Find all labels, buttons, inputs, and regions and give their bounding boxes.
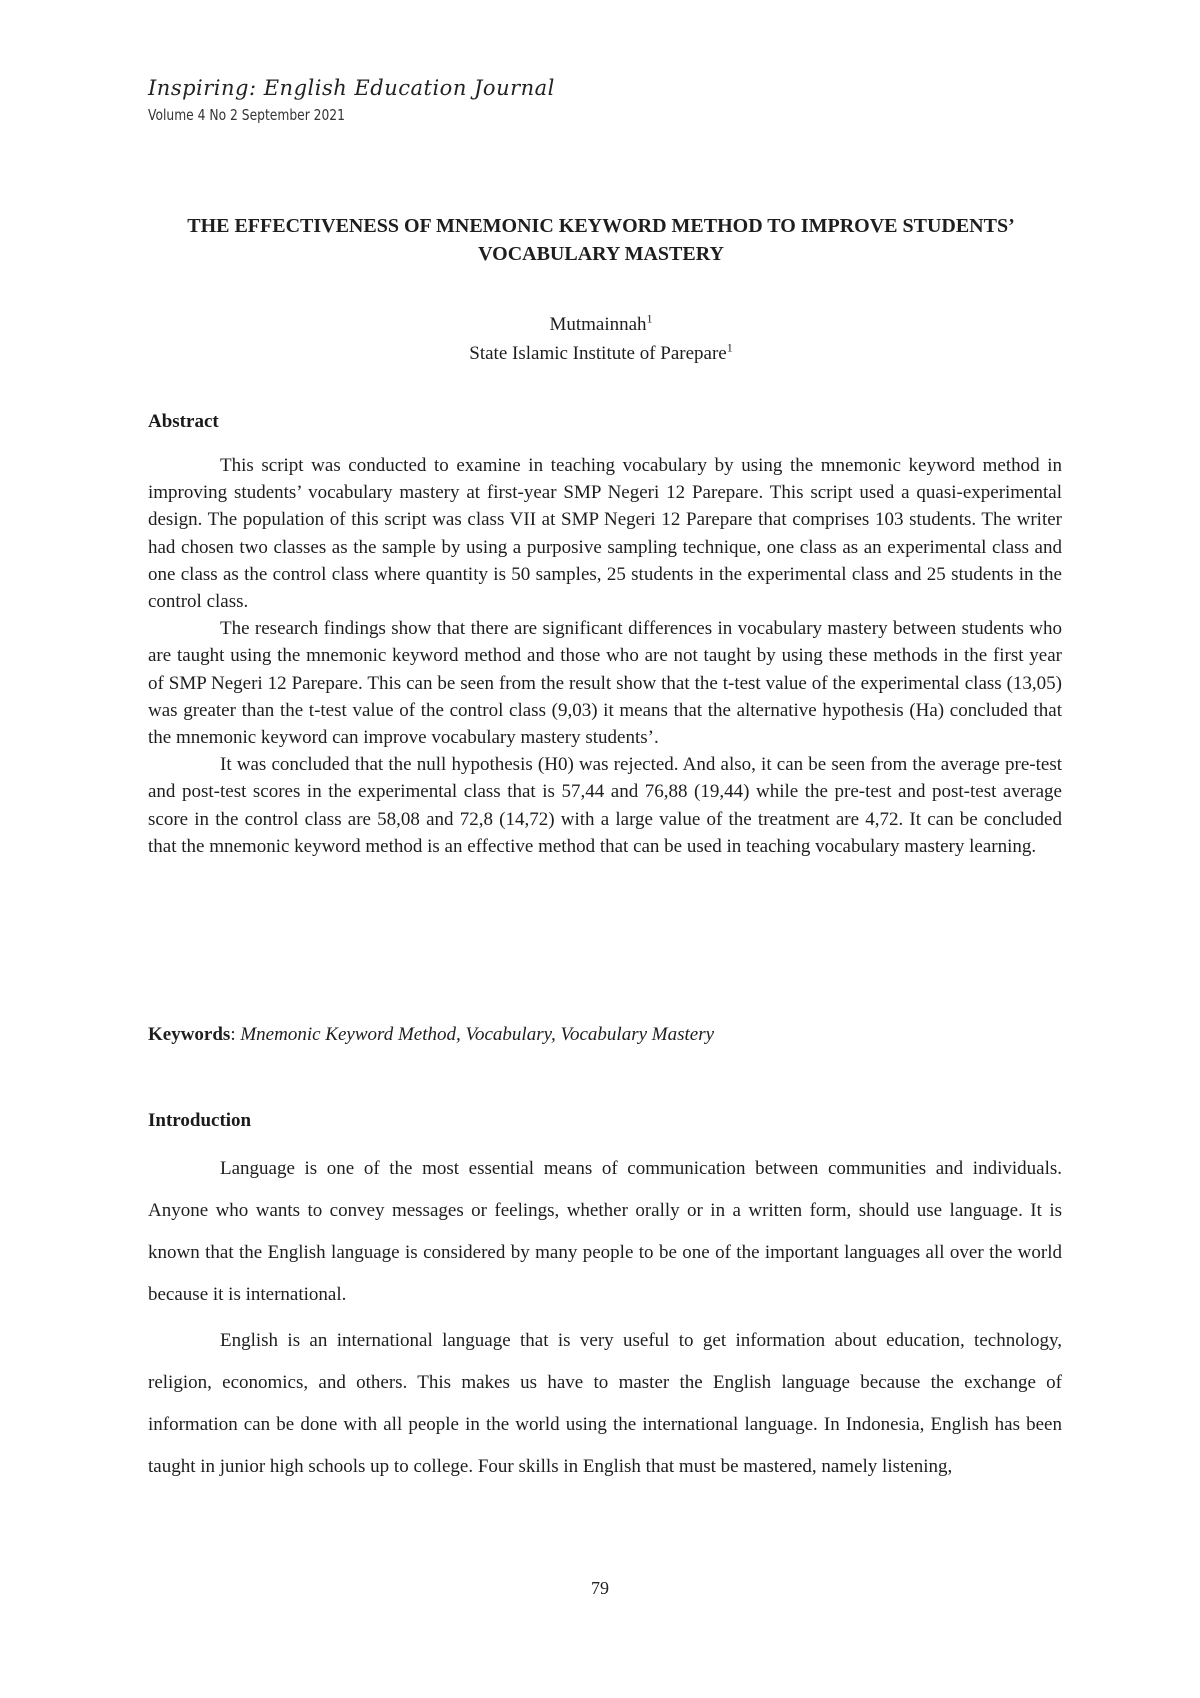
- introduction-body: [148, 1148, 1062, 1492]
- paper-title: THE EFFECTIVENESS OF MNEMONIC KEYWORD METHOD TO IMPROVE STUDENTS’ VOCABULARY MASTERY: [187, 215, 1015, 265]
- keywords-label: Keywords: [148, 1024, 231, 1045]
- introduction-heading: Introduction: [148, 1110, 252, 1131]
- abstract-body: [148, 452, 1062, 860]
- abstract-paragraph: The research findings show that there are significant differences in vocabulary mastery between students who are taught using the mnemonic keyword method and those who are not taught by using these methods in the first year of SMP Negeri 12 Parepare. This can be seen from the result show that the t-test value of the experimental class (13,05) was greater than the t-test value of the control class (9,03) it means that the alternative hypothesis (Ha) concluded that the mnemonic keyword can improve vocabulary mastery students’.: [148, 618, 1062, 749]
- author-name: Mutmainnah: [549, 314, 647, 335]
- author-block: [148, 310, 1054, 368]
- keywords-list: Mnemonic Keyword Method, Vocabulary, Vocabulary Mastery: [240, 1024, 715, 1045]
- keywords-line: [148, 1024, 1062, 1046]
- journal-name: Inspiring: English Education Journal: [148, 76, 555, 100]
- journal-header: [148, 76, 555, 124]
- affiliation-line: [148, 339, 1054, 368]
- author-affiliation: State Islamic Institute of Parepare: [469, 343, 727, 364]
- journal-volume: Volume 4 No 2 September 2021: [148, 106, 345, 124]
- affiliation-superscript: 1: [726, 340, 733, 355]
- page-number: 79: [591, 1578, 609, 1598]
- author-line: [148, 310, 1054, 339]
- author-superscript: 1: [646, 311, 653, 326]
- abstract-paragraph: This script was conducted to examine in teaching vocabulary by using the mnemonic keyword method in improving students’ vocabulary mastery at first-year SMP Negeri 12 Parepare. This script used a quasi-experimental design. The population of this script was class VII at SMP Negeri 12 Parepare that comprises 103 students. The writer had chosen two classes as the sample by using a purposive sampling technique, one class as an experimental class and one class as the control class where quantity is 50 samples, 25 students in the experimental class and 25 students in the control class.: [148, 455, 1062, 613]
- introduction-paragraph: English is an international language that is very useful to get information about education, technology, religion, economics, and others. This makes us have to master the English language because the exchange of information can be done with all people in the world using the international language. In Indonesia, English has been taught in junior high schools up to college. Four skills in English that must be mastered, namely listening,: [148, 1330, 1062, 1477]
- introduction-paragraph: Language is one of the most essential means of communication between communities and individuals. Anyone who wants to convey messages or feelings, whether orally or in a written form, should use language. It is known that the English language is considered by many people to be one of the important languages all over the world because it is international.: [148, 1158, 1062, 1305]
- keywords-separator: :: [230, 1024, 241, 1045]
- abstract-heading: Abstract: [148, 411, 219, 432]
- abstract-paragraph: It was concluded that the null hypothesis (H0) was rejected. And also, it can be seen from the average pre-test and post-test scores in the experimental class that is 57,44 and 76,88 (19,44) while the pre-test and post-test average score in the control class are 58,08 and 72,8 (14,72) with a large value of the treatment are 4,72. It can be concluded that the mnemonic keyword method is an effective method that can be used in teaching vocabulary mastery learning.: [148, 754, 1062, 857]
